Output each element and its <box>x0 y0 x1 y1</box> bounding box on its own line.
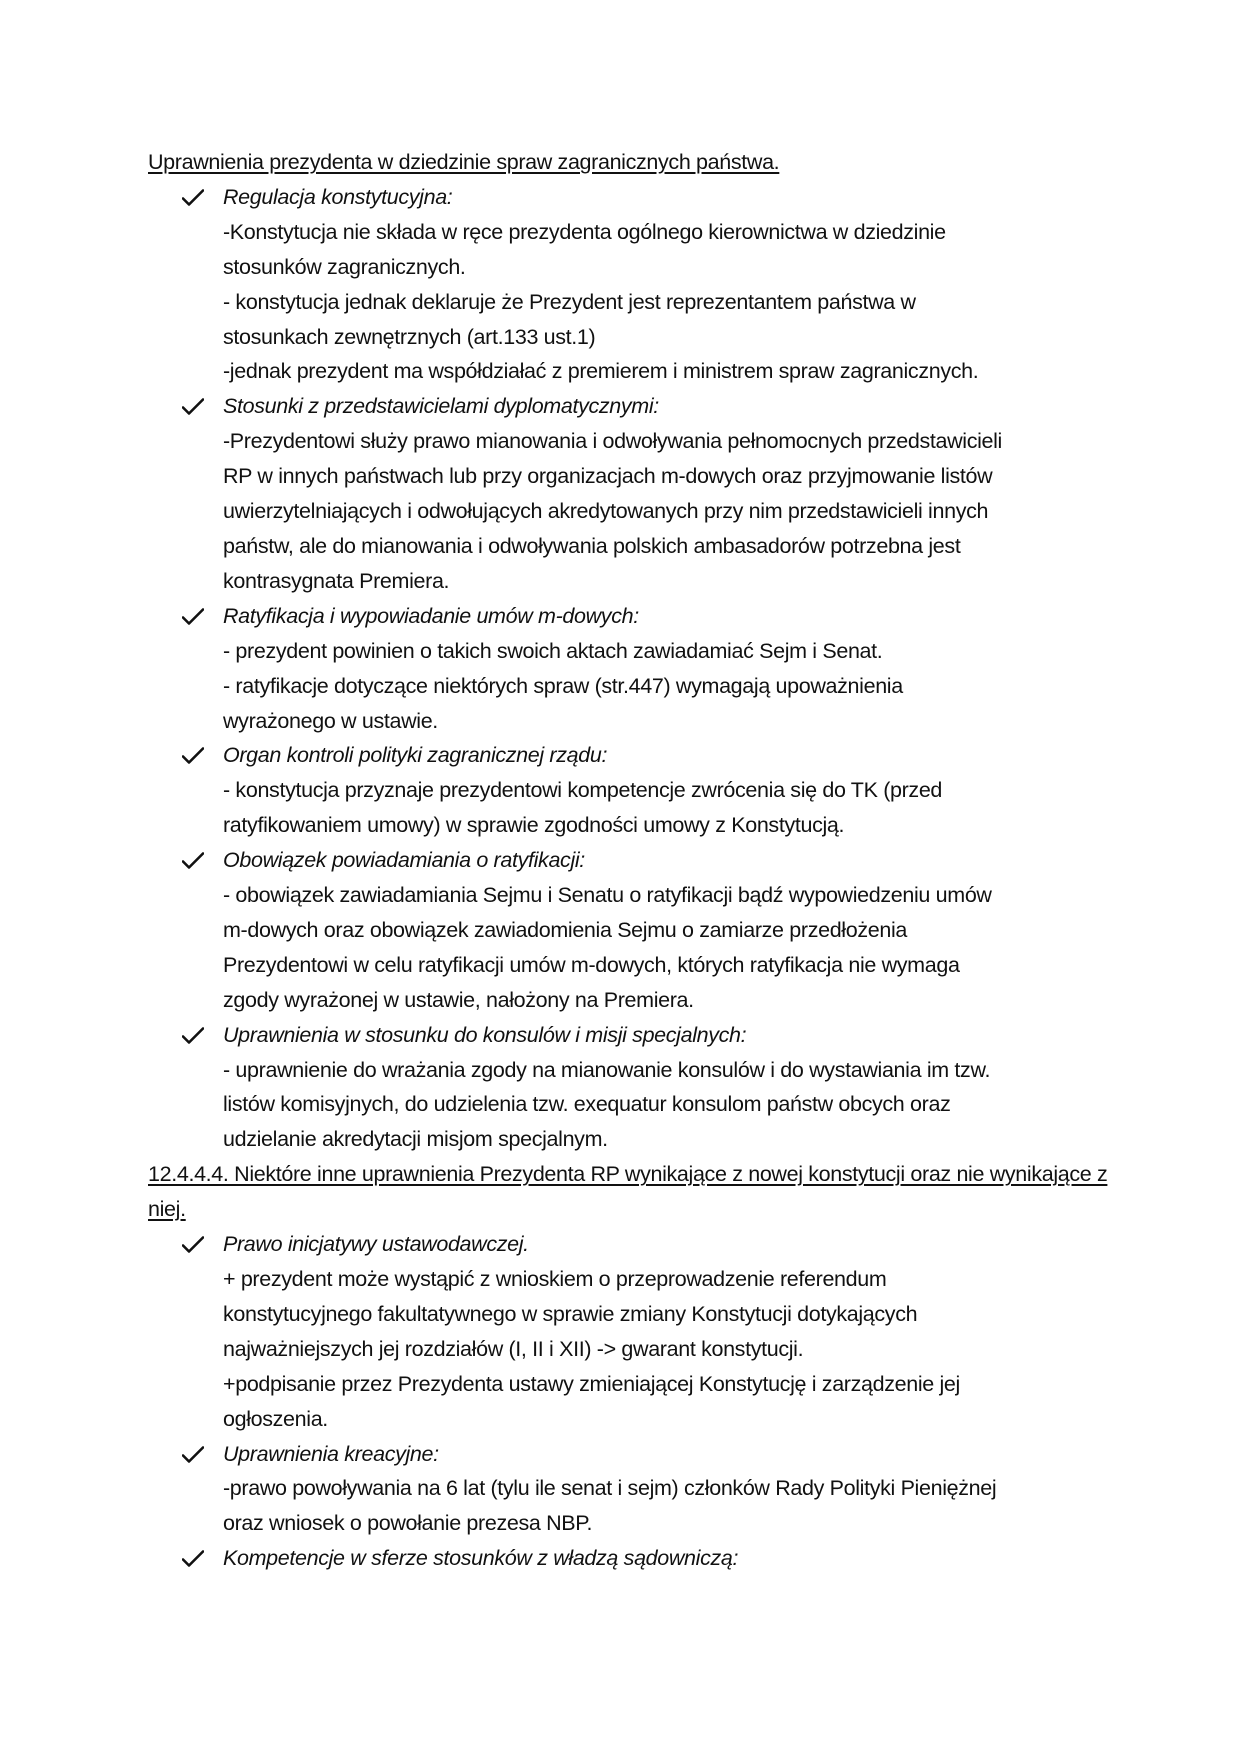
item-line: wyrażonego w ustawie. <box>223 708 438 733</box>
item-line: oraz wniosek o powołanie prezesa NBP. <box>223 1511 593 1536</box>
item-line: stosunków zagranicznych. <box>223 254 466 279</box>
item-line: RP w innych państwach lub przy organizacjach m-dowych oraz przyjmowanie listów <box>223 464 993 489</box>
list-item <box>148 1437 1108 1542</box>
item-line: -jednak prezydent ma współdziałać z premierem i ministrem spraw zagranicznych. <box>223 359 979 384</box>
section-heading: Uprawnienia prezydenta w dziedzinie spraw zagranicznych państwa. <box>148 150 780 174</box>
list-item <box>148 599 1108 739</box>
item-title: Ratyfikacja i wypowiadanie umów m-dowych: <box>223 603 639 628</box>
item-line: ratyfikowaniem umowy) w sprawie zgodności umowy z Konstytucją. <box>223 813 845 838</box>
list-item <box>148 843 1108 1018</box>
item-title: Uprawnienia w stosunku do konsulów i misji specjalnych: <box>223 1022 747 1047</box>
item-line: - konstytucja jednak deklaruje że Prezydent jest reprezentantem państwa w <box>223 289 916 314</box>
item-line: Prezydentowi w celu ratyfikacji umów m-dowych, których ratyfikacja nie wymaga <box>223 952 960 977</box>
item-title: Uprawnienia kreacyjne: <box>223 1441 439 1466</box>
item-line: ogłoszenia. <box>223 1406 328 1431</box>
check-mark-icon <box>182 1227 206 1262</box>
item-line: listów komisyjnych, do udzielenia tzw. exequatur konsulom państw obcych oraz <box>223 1092 951 1117</box>
list-item <box>148 180 1108 389</box>
item-line: udzielanie akredytacji misjom specjalnym. <box>223 1127 608 1152</box>
section-other-powers <box>148 1157 1108 1576</box>
item-title: Stosunki z przedstawicielami dyplomatycznymi: <box>223 394 659 419</box>
list-item <box>148 738 1108 843</box>
item-line: - ratyfikacje dotyczące niektórych spraw (str.447) wymagają upoważnienia <box>223 673 903 698</box>
item-line: - konstytucja przyznaje prezydentowi kompetencje zwrócenia się do TK (przed <box>223 778 943 803</box>
section-heading: 12.4.4.4. Niektóre inne uprawnienia Prezydenta RP wynikające z nowej konstytucji oraz nie wynikające z niej. <box>148 1162 1108 1222</box>
item-title: Regulacja konstytucyjna: <box>223 184 453 209</box>
item-line: m-dowych oraz obowiązek zawiadomienia Sejmu o zamiarze przedłożenia <box>223 917 907 942</box>
item-title: Organ kontroli polityki zagranicznej rządu: <box>223 743 608 768</box>
item-title: Prawo inicjatywy ustawodawczej. <box>223 1232 529 1257</box>
check-mark-icon <box>182 738 206 773</box>
list-item <box>148 389 1108 598</box>
item-title: Kompetencje w sferze stosunków z władzą sądowniczą: <box>223 1546 739 1571</box>
check-mark-icon <box>182 599 206 634</box>
check-mark-icon <box>182 389 206 424</box>
check-mark-icon <box>182 180 206 215</box>
check-mark-icon <box>182 1018 206 1053</box>
item-line: -Prezydentowi służy prawo mianowania i odwoływania pełnomocnych przedstawicieli <box>223 429 1002 454</box>
check-mark-icon <box>182 1437 206 1472</box>
item-line: stosunkach zewnętrznych (art.133 ust.1) <box>223 324 596 349</box>
item-line: -Konstytucja nie składa w ręce prezydenta ogólnego kierownictwa w dziedzinie <box>223 219 946 244</box>
item-line: - obowiązek zawiadamiania Sejmu i Senatu o ratyfikacji bądź wypowiedzeniu umów <box>223 883 992 908</box>
section-foreign-affairs <box>148 145 1108 1157</box>
item-line: +podpisanie przez Prezydenta ustawy zmieniającej Konstytucję i zarządzenie jej <box>223 1371 960 1396</box>
item-line: -prawo powoływania na 6 lat (tylu ile senat i sejm) członków Rady Polityki Pieniężnej <box>223 1476 997 1501</box>
item-line: kontrasygnata Premiera. <box>223 568 450 593</box>
item-line: - uprawnienie do wrażania zgody na mianowanie konsulów i do wystawiania im tzw. <box>223 1057 991 1082</box>
item-title: Obowiązek powiadamiania o ratyfikacji: <box>223 848 585 873</box>
item-line: najważniejszych jej rozdziałów (I, II i XII) -> gwarant konstytucji. <box>223 1336 804 1361</box>
list-item <box>148 1227 1108 1436</box>
item-line: + prezydent może wystąpić z wnioskiem o przeprowadzenie referendum <box>223 1267 887 1291</box>
list-item <box>148 1018 1108 1158</box>
document-content <box>148 145 1108 1576</box>
item-line: państw, ale do mianowania i odwoływania polskich ambasadorów potrzebna jest <box>223 533 961 558</box>
check-mark-icon <box>182 843 206 878</box>
item-line: konstytucyjnego fakultatywnego w sprawie zmiany Konstytucji dotykających <box>223 1301 918 1326</box>
item-line: - prezydent powinien o takich swoich aktach zawiadamiać Sejm i Senat. <box>223 638 883 663</box>
item-line: zgody wyrażonej w ustawie, nałożony na Premiera. <box>223 987 694 1012</box>
item-line: uwierzytelniających i odwołujących akredytowanych przy nim przedstawicieli innych <box>223 499 989 524</box>
check-mark-icon <box>182 1541 206 1576</box>
list-item <box>148 1541 1108 1576</box>
